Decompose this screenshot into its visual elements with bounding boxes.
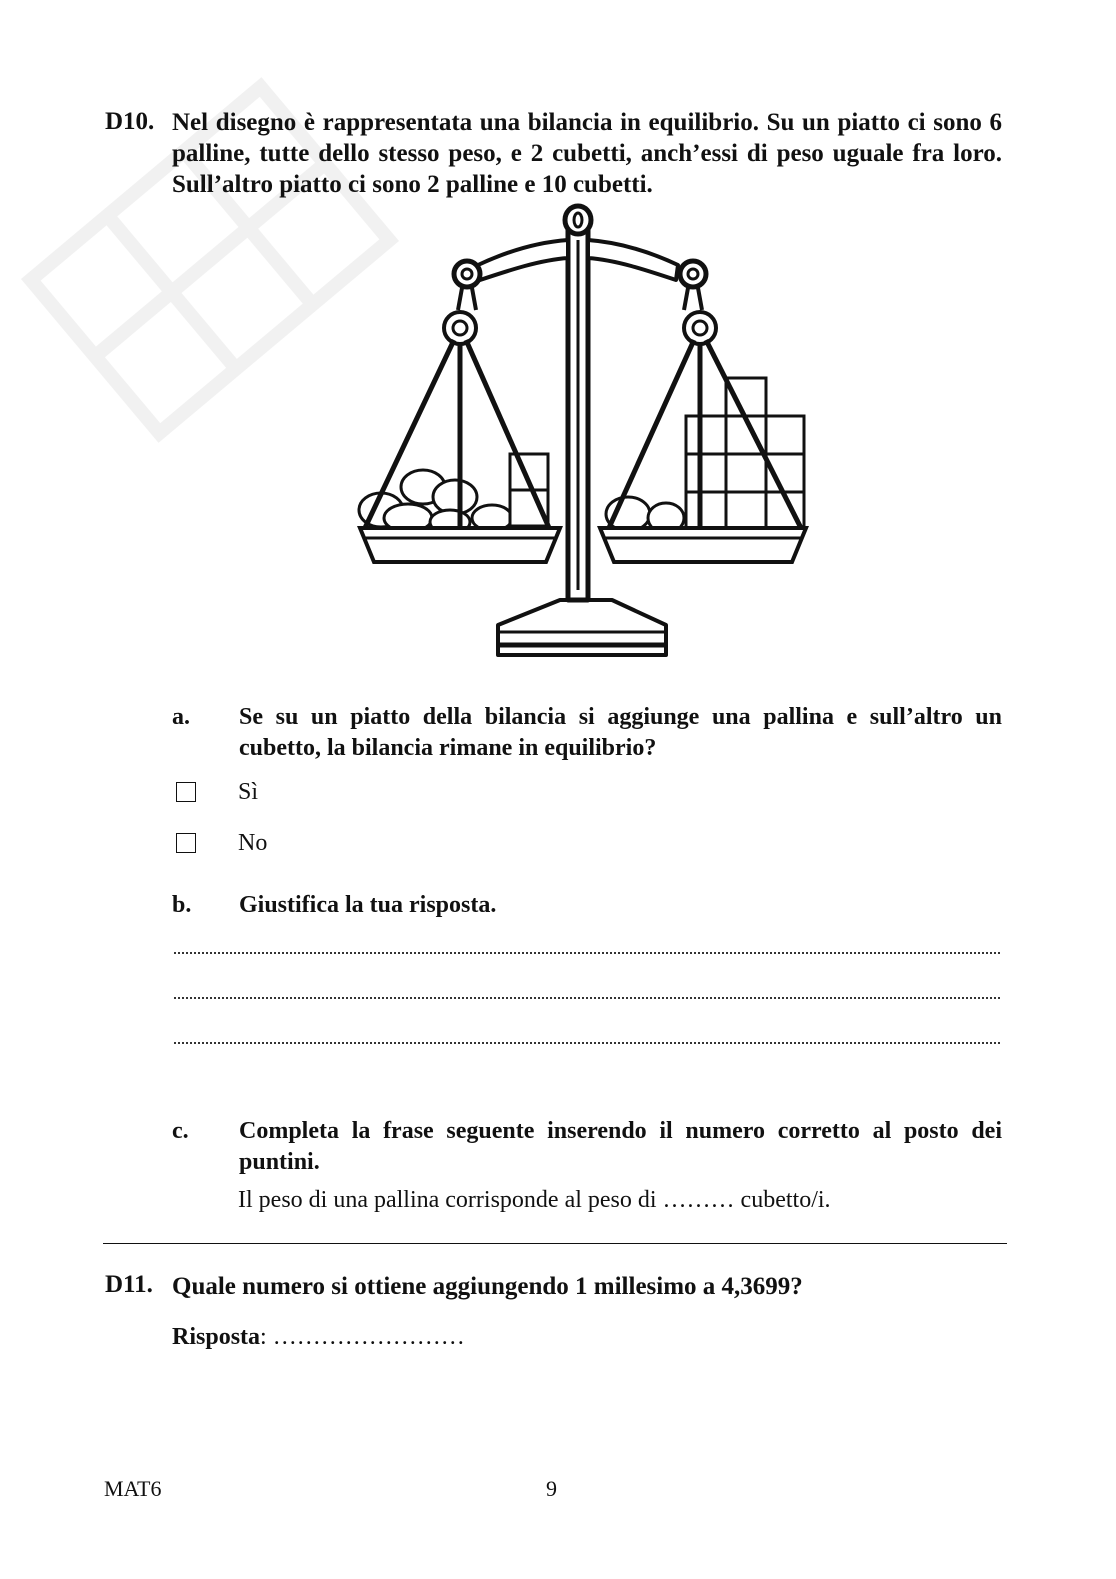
answer-blank[interactable]: : …………………… [260, 1324, 465, 1350]
cube [686, 492, 726, 530]
option-si-label: Sì [238, 779, 259, 805]
cube [686, 454, 726, 492]
question-text-d10: Nel disegno è rappresentata una bilancia in equilibrio. Su un piatto ci sono 6 palline, tutte dello stesso peso, e 2 cubetti, anch’essi di peso uguale fra loro. Sull’altro piatto ci sono 2 palline e 10 cubetti. [172, 109, 1002, 198]
question-number-d11: D11. [105, 1271, 153, 1298]
cube [686, 416, 726, 454]
part-a-letter: a. [172, 704, 190, 730]
watermark [20, 40, 400, 480]
option-no-label: No [238, 830, 268, 856]
cube [766, 416, 804, 454]
left-pan [360, 528, 560, 562]
answer-line-3[interactable] [174, 1042, 1000, 1044]
answer-line-2[interactable] [174, 997, 1000, 999]
cube [726, 492, 766, 530]
option-si-checkbox[interactable] [176, 782, 196, 802]
part-b-question: Giustifica la tua risposta. [239, 892, 497, 918]
right-pan [600, 528, 806, 562]
question-number-d10: D10. [105, 108, 155, 135]
option-no-checkbox[interactable] [176, 833, 196, 853]
page-number: 9 [546, 1476, 557, 1501]
part-c-sentence: Il peso di una pallina corrisponde al peso di ……… cubetto/i. [238, 1187, 831, 1213]
part-a-question: Se su un piatto della bilancia si aggiunge una pallina e sull’altro un cubetto, la bilancia rimane in equilibrio? [239, 704, 1002, 761]
part-b-letter: b. [172, 892, 192, 918]
answer-line-1[interactable] [174, 952, 1000, 954]
scale-beam [478, 240, 568, 280]
section-divider [103, 1243, 1007, 1244]
part-c-question: Completa la frase seguente inserendo il numero corretto al posto dei puntini. [239, 1118, 1002, 1175]
part-c-letter: c. [172, 1118, 189, 1144]
question-text-d11: Quale numero si ottiene aggiungendo 1 millesimo a 4,3699? [172, 1273, 803, 1300]
balance-scale-illustration [350, 200, 820, 670]
footer-code: MAT6 [104, 1476, 162, 1501]
answer-row-d11 [172, 1324, 465, 1351]
answer-label: Risposta [172, 1324, 261, 1350]
cube [726, 454, 766, 492]
